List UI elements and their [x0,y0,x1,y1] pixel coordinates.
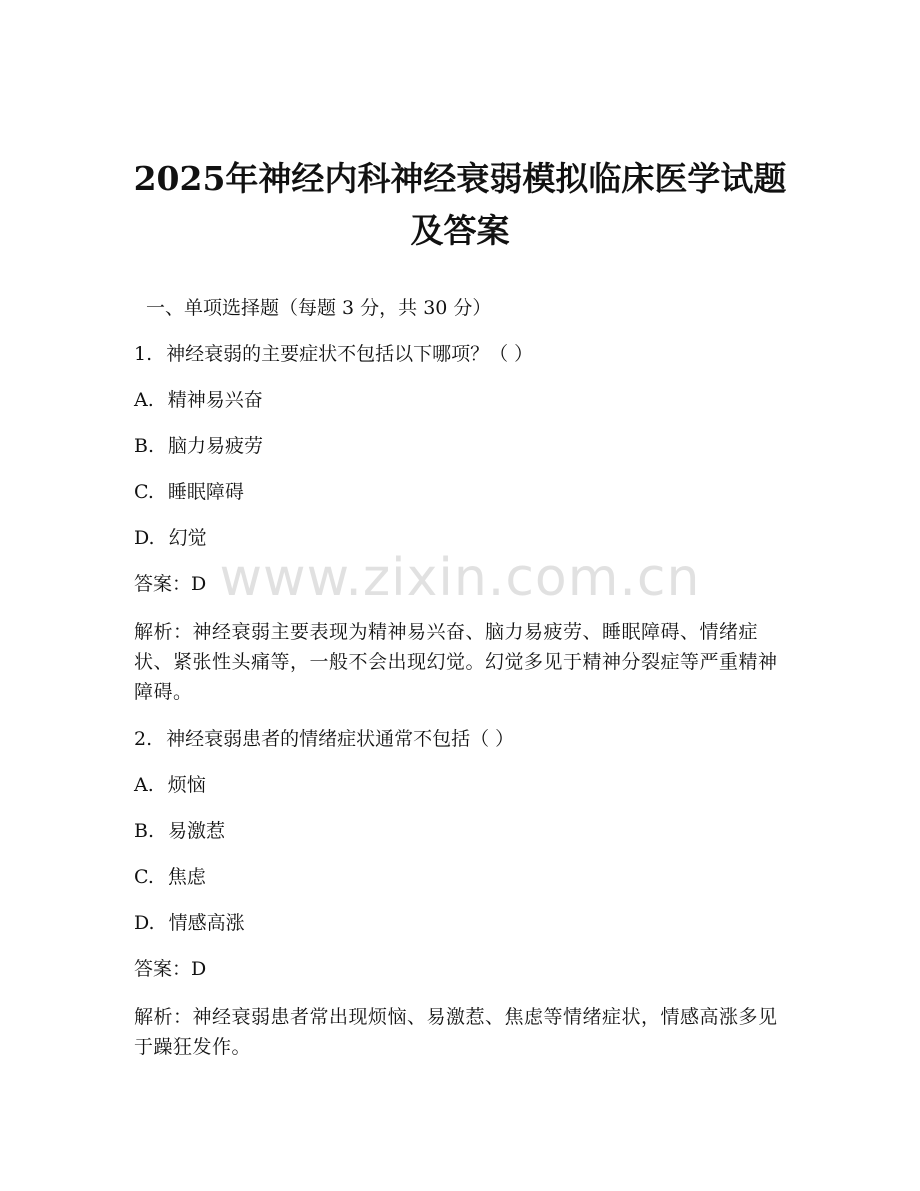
option-text: 脑力易疲劳 [168,435,264,457]
question-1 [134,341,784,707]
option-text: 幻觉 [168,527,207,549]
option-b [134,433,784,460]
option-text: 焦虑 [167,866,206,888]
question-number: 2. [134,728,153,750]
question-stem [134,726,784,753]
option-letter: A. [134,389,154,411]
question-text: 神经衰弱患者的情绪症状通常不包括（ ） [166,728,515,750]
option-a [134,387,784,414]
option-letter: C. [134,481,154,503]
option-letter: B. [134,820,155,842]
watermark: www.zixin.com.cn [219,548,701,608]
question-stem [134,341,784,368]
option-text: 睡眠障碍 [167,481,244,503]
option-letter: C. [134,866,154,888]
analysis: 解析：神经衰弱患者常出现烦恼、易激惹、焦虑等情绪症状，情感高涨多见于躁狂发作。 [134,1006,778,1058]
title-line-1: 2025年神经内科神经衰弱模拟临床医学试题 [133,159,787,198]
question-number: 1. [134,343,153,365]
analysis: 解析：神经衰弱主要表现为精神易兴奋、脑力易疲劳、睡眠障碍、情绪症状、紧张性头痛等，一般不会出现幻觉。幻觉多见于精神分裂症等严重精神障碍。 [134,621,778,703]
answer: 答案：D [134,573,207,595]
option-text: 情感高涨 [168,912,245,934]
option-a [134,772,784,799]
question-2 [134,726,784,1062]
option-text: 易激惹 [168,820,226,842]
option-letter: A. [134,774,154,796]
document-body [134,295,784,1081]
option-letter: B. [134,435,155,457]
title-line-2: 及答案 [410,211,510,250]
option-letter: D. [134,527,155,549]
option-b [134,818,784,845]
option-letter: D. [134,912,155,934]
answer: 答案：D [134,958,207,980]
option-c [134,479,784,506]
option-d [134,910,784,937]
question-text: 神经衰弱的主要症状不包括以下哪项？（ ） [166,343,534,365]
document-title [60,153,860,257]
option-text: 烦恼 [167,774,206,796]
option-c [134,864,784,891]
option-d [134,525,784,552]
option-text: 精神易兴奋 [167,389,263,411]
section-heading: 一、单项选择题（每题 3 分，共 30 分） [146,297,492,319]
